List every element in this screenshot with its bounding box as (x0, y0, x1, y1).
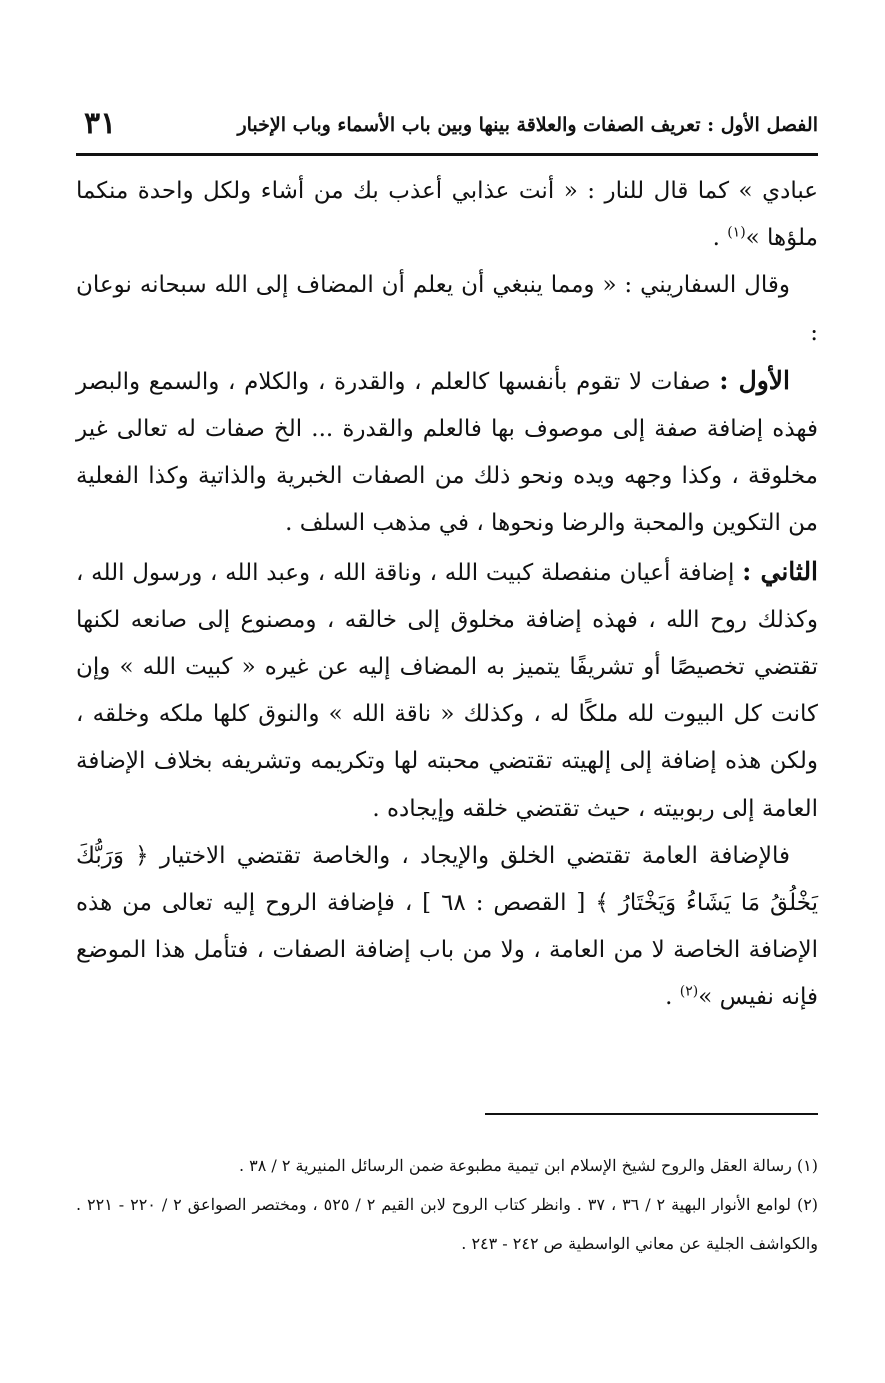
footnotes (76, 1146, 818, 1263)
footnote-2: (٢) لوامع الأنوار البهية ٢ / ٣٦ ، ٣٧ . وانظر كتاب الروح لابن القيم ٢ / ٥٢٥ ، ومختصر الصواعق ٢ / ٢٢٠ - ٢٢١ . والكواشف الجلية عن معاني الواسطية ص ٢٤٢ - ٢٤٣ . (76, 1195, 819, 1253)
footnote-ref-2: (٢) (679, 983, 699, 1000)
running-title: الفصل الأول : تعريف الصفات والعلاقة بينها وبين باب الأسماء وباب الإخبار (237, 114, 818, 136)
footnote-rule (485, 1113, 818, 1115)
paragraph-1: عبادي » كما قال للنار : « أنت عذابي أعذب بك من أشاء ولكل واحدة منكما ملؤها »$^{(١)}$ . (76, 178, 818, 252)
paragraph-5: فالإضافة العامة تقتضي الخلق والإيجاد ، والخاصة تقتضي الاختيار ﴿ وَرَبُّكَ يَخْلُقُ مَا يَشَاءُ وَيَخْتَارُ ﴾ [ القصص : ٦٨ ] ، فإضافة الروح إليه تعالى من هذه الإضافة الخاصة لا من العامة ، ولا من باب إضافة الصفات ، فتأمل هذا الموضع فإنه نفيس »$^{(٢)}$ . (76, 842, 818, 1011)
lead-second: الثاني : (742, 556, 819, 586)
lead-first: الأول : (719, 365, 791, 395)
footnote-ref-1: (١) (727, 224, 746, 241)
page-header (76, 106, 818, 154)
paragraph-2: وقال السفاريني : « ومما ينبغي أن يعلم أن المضاف إلى الله سبحانه نوعان : (76, 272, 818, 346)
quran-verse: ﴿ وَرَبُّكَ يَخْلُقُ مَا يَشَاءُ وَيَخْتَارُ ﴾ (76, 842, 818, 917)
paragraph-3: الأول : صفات لا تقوم بأنفسها كالعلم ، والقدرة ، والكلام ، والسمع والبصر فهذه إضافة صفة إلى موصوف بها فالعلم والقدرة ... الخ صفات له تعالى غير مخلوقة ، وكذا وجهه ويده ونحو ذلك من الصفات الخبرية والذاتية وكذا الفعلية من التكوين والمحبة والرضا ونحوها ، في مذهب السلف . (76, 365, 818, 537)
paragraph-4: الثاني : إضافة أعيان منفصلة كبيت الله ، وناقة الله ، وعبد الله ، ورسول الله ، وكذلك روح الله ، فهذه إضافة مخلوق إلى خالقه ، ومصنوع إلى صانعه لكنها تقتضي تخصيصًا أو تشريفًا يتميز به المضاف إليه عن غيره « كبيت الله » وإن كانت كل البيوت لله ملكًا له ، وكذلك « ناقة الله » والنوق كلها ملكه وخلقه ، ولكن هذه إضافة إلى إلهيته تقتضي محبته لها وتكريمه وتشريفه بخلاف الإضافة العامة إلى ربوبيته ، حيث تقتضي خلقه وإيجاده . (76, 556, 819, 822)
main-text (76, 168, 818, 1022)
header-rule (76, 153, 818, 156)
page-number: ٣١ (84, 106, 117, 141)
footnote-1: (١) رسالة العقل والروح لشيخ الإسلام ابن تيمية مطبوعة ضمن الرسائل المنيرية ٢ / ٣٨ . (238, 1156, 818, 1175)
